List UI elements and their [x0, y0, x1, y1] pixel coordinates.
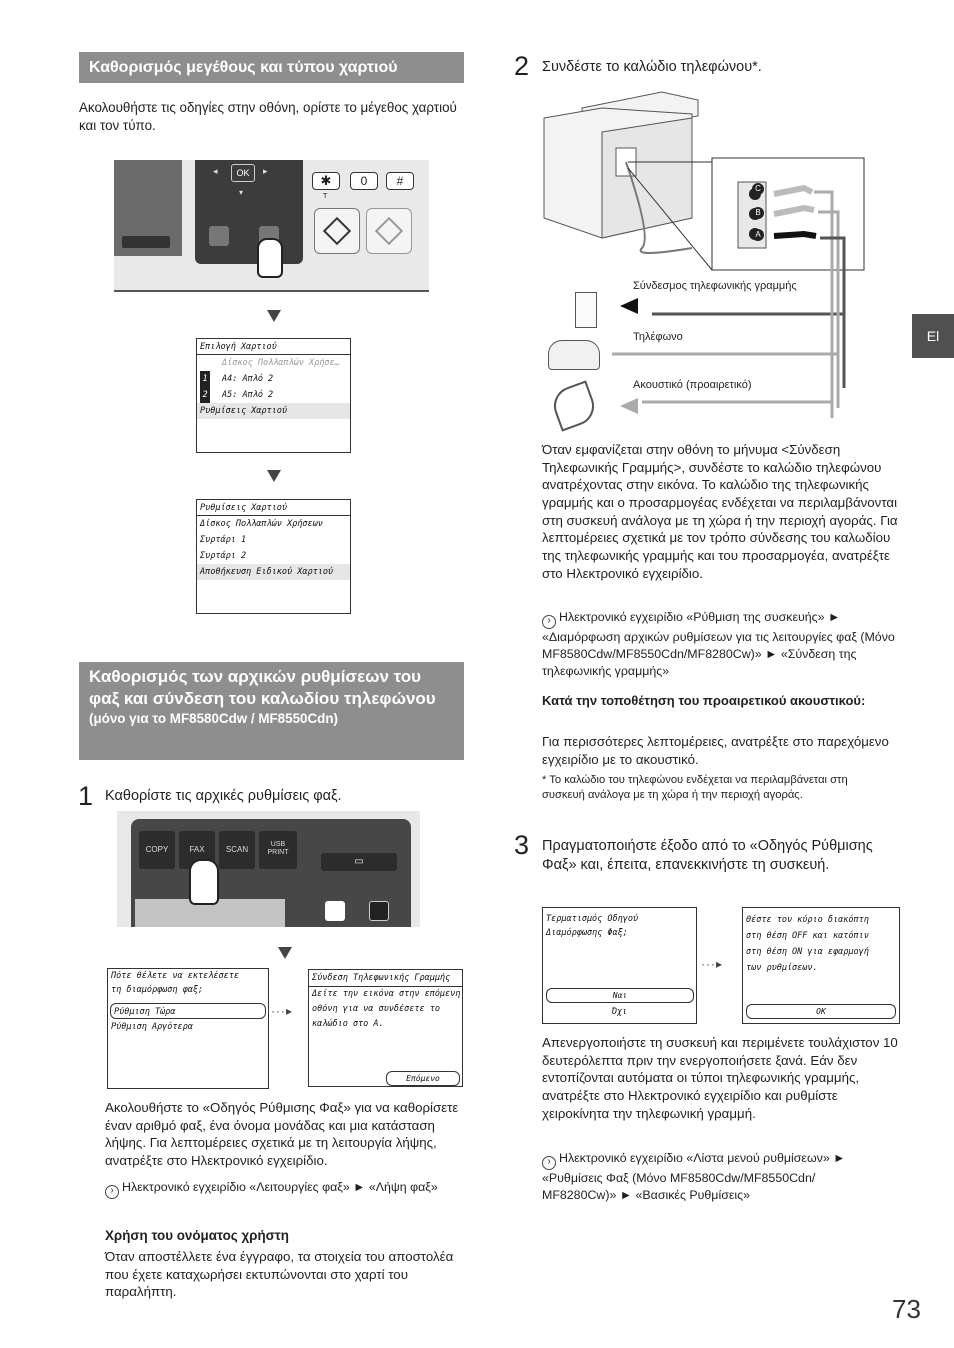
lcd-line: τη διαμόρφωση φαξ; — [111, 985, 204, 995]
copy-key[interactable]: COPY — [139, 831, 175, 869]
lcd-row[interactable]: Συρτάρι 1 — [200, 535, 247, 545]
reference-text[interactable]: Ηλεκτρονικό εγχειρίδιο «Ρύθμιση της συσκευής» ► «Διαμόρφωση αρχικών ρυθμίσεων για τις λειτουργίες φαξ (Μόνο MF8580Cdw/MF8550Cdn/MF8280Cw)» ► «Σύνδεση της τηλεφωνικής γραμμής» — [542, 610, 895, 679]
ok-key[interactable]: OK — [231, 164, 255, 182]
dotted-arrow-icon: ···▸ — [701, 957, 724, 971]
panel-body — [131, 819, 411, 927]
lcd-line: στη θέση OFF και κατόπιν — [746, 931, 869, 941]
pointing-hand-icon — [257, 238, 283, 278]
lcd-paper-settings — [196, 499, 351, 614]
telephone-icon — [548, 340, 600, 370]
lcd-title: Ρυθμίσεις Χαρτιού — [197, 500, 350, 516]
next-button[interactable]: Επόμενο — [386, 1071, 460, 1086]
hash-key[interactable]: # — [386, 172, 414, 190]
panel-nav-area — [195, 160, 303, 264]
lcd-line: Τερματισμός Οδηγού — [546, 914, 639, 924]
down-arrow-icon — [278, 947, 292, 959]
footnote: * Το καλώδιο του τηλεφώνου ενδέχεται να περιλαμβάνεται στη συσκευή ανάλογα με τη χώρα ή την περιοχή αγοράς. — [542, 774, 848, 802]
manual-link-icon: › — [542, 1156, 556, 1170]
pointing-hand-icon — [189, 859, 219, 905]
language-tab: El — [912, 314, 954, 358]
usb-print-key[interactable] — [259, 831, 297, 869]
section-paper-text: Ακολουθήστε τις οδηγίες στην οθόνη, ορίστε το μέγεθος χαρτιού και τον τύπο. — [79, 100, 457, 133]
zero-key[interactable]: 0 — [350, 172, 378, 190]
back-key[interactable] — [209, 226, 229, 246]
down-arrow-icon: ▾ — [239, 188, 244, 197]
print-label: PRINT — [267, 848, 289, 856]
control-panel-illustration — [114, 160, 429, 292]
down-arrow-icon — [267, 470, 281, 482]
step-text: Συνδέστε το καλώδιο τηλεφώνου*. — [542, 59, 762, 75]
lcd-line: Θέστε τον κύριο διακόπτη — [746, 915, 869, 925]
lcd-line: καλώδιο στο A. — [312, 1019, 384, 1029]
yes-button[interactable]: Ναι — [546, 988, 694, 1003]
lcd-row-label: Δίσκος Πολλαπλών Χρήσε… — [222, 358, 340, 368]
step-text: Πραγματοποιήστε έξοδο από το «Οδηγός Ρύθμισης Φαξ» και, έπειτα, επανεκκινήστε τη συσκευή. — [542, 838, 873, 873]
manual-link-icon: › — [105, 1185, 119, 1199]
lcd-line: Πότε θέλετε να εκτελέσετε — [111, 971, 239, 981]
lcd-line: Διαμόρφωσης Φαξ; — [546, 928, 628, 938]
lcd-row-label: A4: Απλό 2 — [222, 374, 274, 384]
lcd-line: οθόνη για να συνδέσετε το — [312, 1004, 440, 1014]
start-diamond-icon — [323, 217, 351, 245]
label-handset: Ακουστικό (προαιρετικό) — [633, 379, 752, 391]
port-c-badge: C — [752, 183, 764, 195]
start-color-key[interactable] — [314, 208, 360, 254]
start-bw-key[interactable] — [366, 208, 412, 254]
fax-key[interactable]: FAX — [179, 831, 215, 869]
lcd-row[interactable] — [197, 355, 350, 371]
lcd-title: Σύνδεση Τηλεφωνικής Γραμμής — [309, 970, 462, 987]
lcd-line: των ρυθμίσεων. — [746, 963, 818, 973]
username-text: Όταν αποστέλλετε ένα έγγραφο, τα στοιχεία του αποστολέα που έχετε καταχωρήσει εκτυπώνονται στο χαρτί του παραλήπτη. — [105, 1249, 454, 1300]
lcd-row[interactable] — [197, 387, 350, 403]
step-number: 3 — [514, 830, 530, 860]
dotted-arrow-icon: ···▸ — [271, 1004, 294, 1018]
down-arrow-icon — [267, 310, 281, 322]
step3-paragraph: Απενεργοποιήστε τη συσκευή και περιμένετε τουλάχιστον 10 δευτερόλεπτα πριν την ενεργοποιήσετε ξανά. Εάν δεν εντοπίζονται αυτόματα οι τύποι τηλεφωνικής γραμμής, ανατρέξτε στο Ηλεκτρονικό εγχειρίδιο και ρυθμίστε χειροκίνητα την τηλεφωνική γραμμή. — [542, 1035, 898, 1121]
panel-slot — [122, 236, 170, 248]
lcd-restart-message — [742, 907, 900, 1024]
setup-later-option[interactable]: Ρύθμιση Αργότερα — [111, 1022, 193, 1032]
drawer-marker: 1 — [200, 371, 210, 387]
start-diamond-icon — [375, 217, 403, 245]
port-b-badge: B — [752, 207, 764, 219]
section-title-main: Καθορισμός των αρχικών ρυθμίσεων του φαξ και σύνδεση του καλωδίου τηλεφώνου — [89, 667, 436, 709]
lcd-row[interactable]: Συρτάρι 2 — [200, 551, 247, 561]
reference-text[interactable]: Ηλεκτρονικό εγχειρίδιο «Λειτουργίες φαξ» ► «Λήψη φαξ» — [122, 1180, 438, 1194]
menu-key[interactable] — [369, 901, 389, 921]
left-arrow-icon: ◂ — [213, 166, 218, 176]
scan-key[interactable]: SCAN — [219, 831, 255, 869]
lcd-title: Επιλογή Χαρτιού — [197, 339, 350, 355]
section-subtitle: (μόνο για το MF8580Cdw / MF8550Cdn) — [89, 711, 338, 727]
port-a-badge: A — [752, 229, 764, 241]
label-line-connector: Σύνδεσμος τηλεφωνικής γραμμής — [633, 280, 797, 292]
section-title-paper: Καθορισμός μεγέθους και τύπου χαρτιού — [79, 52, 464, 83]
step-number: 2 — [514, 51, 530, 81]
lcd-paper-select — [196, 338, 351, 453]
right-arrow-icon: ▸ — [263, 166, 268, 176]
drawer-marker: 2 — [200, 387, 210, 403]
lcd-row[interactable] — [197, 371, 350, 387]
step1-reference — [105, 1179, 445, 1199]
handset-heading: Κατά την τοποθέτηση του προαιρετικού ακουστικού: — [542, 693, 866, 708]
section-title-fax — [79, 662, 464, 760]
handset-text: Για περισσότερες λεπτομέρειες, ανατρέξτε στο παρεχόμενο εγχειρίδιο με το ακουστικό. — [542, 734, 889, 767]
step-number: 1 — [78, 781, 94, 811]
step2-reference — [542, 609, 902, 680]
reference-text[interactable]: Ηλεκτρονικό εγχειρίδιο «Λίστα μενού ρυθμίσεων» ► «Ρυθμίσεις Φαξ (Μόνο MF8580Cdw/MF8550Cdn/ MF8280Cw)» ► «Βασικές Ρυθμίσεις» — [542, 1151, 846, 1203]
step3-reference — [542, 1150, 892, 1204]
lcd-row[interactable]: Ρυθμίσεις Χαρτιού — [197, 403, 350, 419]
page-number: 73 — [892, 1294, 921, 1324]
usb-label: USB — [270, 841, 286, 848]
lcd-row-label: A5: Απλό 2 — [222, 390, 274, 400]
wall-socket-icon — [575, 292, 597, 328]
setup-now-option[interactable]: Ρύθμιση Τώρα — [110, 1003, 266, 1019]
lcd-line: στη θέση ON για εφαρμογή — [746, 947, 869, 957]
label-telephone: Τηλέφωνο — [633, 331, 683, 343]
edit-key[interactable] — [325, 901, 345, 921]
lcd-row[interactable]: Αποθήκευση Ειδικού Χαρτιού — [197, 564, 350, 580]
lcd-exit-wizard — [542, 907, 697, 1024]
step1-paragraph: Ακολουθήστε το «Οδηγός Ρύθμισης Φαξ» για να καθορίσετε έναν αριθμό φαξ, ένα όνομα μονάδας και μια κατάσταση λήψης. Για λεπτομέρειες σχετικά με τη λειτουργία λήψης, ανατρέξτε στο Ηλεκτρονικό εγχειρίδιο. — [105, 1100, 459, 1169]
step2-paragraph: Όταν εμφανίζεται στην οθόνη το μήνυμα <Σύνδεση Τηλεφωνικής Γραμμής>, συνδέστε το καλώδιο τηλεφώνου ανατρέχοντας στην εικόνα. Το καλώδιο της τηλεφωνικής γραμμής και ο προσαρμογέας ενδέχεται να περιλαμβάνονται στη συσκευή ανάλογα με τη χώρα ή την περιοχή αγοράς. Για λεπτομέρειες σχετικά με τον τρόπο σύνδεσης του καλωδίου της τηλεφωνικής γραμμής και του προσαρμογέα, ανατρέξτε στο Ηλεκτρονικό εγχειρίδιο. — [542, 442, 898, 581]
step-text: Καθορίστε τις αρχικές ρυθμίσεις φαξ. — [105, 788, 342, 804]
lcd-connect-line — [308, 969, 463, 1087]
book-icon[interactable]: ▭ — [321, 853, 397, 871]
manual-link-icon: › — [542, 615, 556, 629]
mode-panel-illustration — [117, 811, 420, 927]
star-key[interactable]: ✱ — [312, 172, 340, 190]
t-label: T — [323, 193, 328, 200]
no-button[interactable]: Όχι — [611, 1007, 628, 1017]
ok-button[interactable]: OK — [746, 1004, 896, 1019]
username-heading: Χρήση του ονόματος χρήστη — [105, 1228, 289, 1243]
lcd-fax-setup-question — [107, 968, 269, 1089]
lcd-row[interactable]: Δίσκος Πολλαπλών Χρήσεων — [200, 519, 323, 529]
lcd-line: Δείτε την εικόνα στην επόμενη — [312, 989, 461, 999]
